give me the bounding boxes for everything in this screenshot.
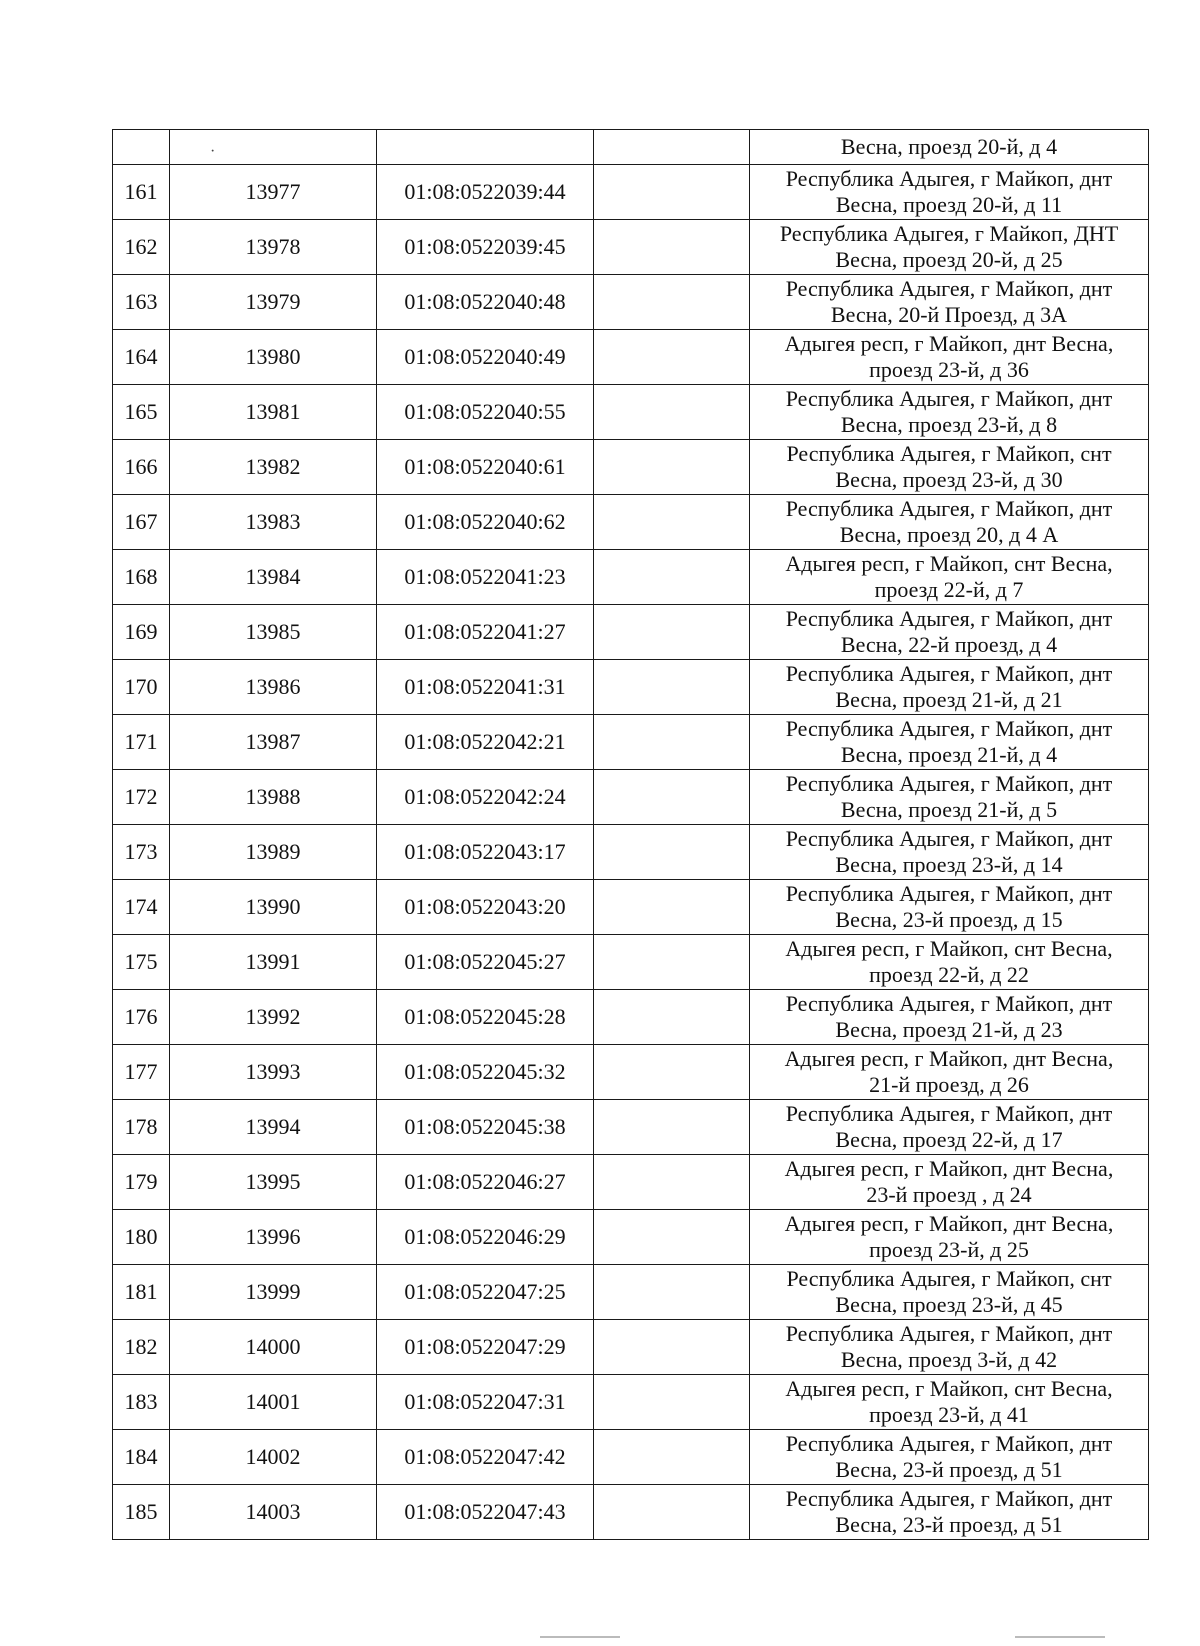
- cell-extra: [594, 1100, 750, 1155]
- cell-extra: [594, 385, 750, 440]
- table-row: [113, 605, 1149, 660]
- cell-id: 13986: [170, 660, 377, 715]
- cell-id: 13978: [170, 220, 377, 275]
- cell-number: 177: [113, 1045, 170, 1100]
- cell-cadastral: 01:08:0522045:28: [377, 990, 594, 1045]
- address-line: Весна, проезд 20-й, д 25: [835, 247, 1063, 272]
- table-row: [113, 715, 1149, 770]
- address-line: Республика Адыгея, г Майкоп, снт: [786, 1266, 1112, 1291]
- cell-address: [750, 935, 1149, 990]
- table-row: [113, 385, 1149, 440]
- address-line: Весна, проезд 23-й, д 8: [840, 412, 1058, 437]
- cell-id: 13979: [170, 275, 377, 330]
- cell-address: [750, 1045, 1149, 1100]
- cell-address: [750, 1155, 1149, 1210]
- table-row: [113, 1045, 1149, 1100]
- cell-address: [750, 1430, 1149, 1485]
- cell-cadastral: 01:08:0522047:25: [377, 1265, 594, 1320]
- cell-cadastral: 01:08:0522041:23: [377, 550, 594, 605]
- cell-extra: [594, 440, 750, 495]
- address-line: Весна, проезд 23-й, д 30: [835, 467, 1063, 492]
- cell-id: 13984: [170, 550, 377, 605]
- cell-id: 13989: [170, 825, 377, 880]
- address-line: Республика Адыгея, г Майкоп, днт: [785, 496, 1113, 521]
- cell-id: 13988: [170, 770, 377, 825]
- cell-id: 14000: [170, 1320, 377, 1375]
- cell-cadastral: 01:08:0522047:31: [377, 1375, 594, 1430]
- cell-extra: [594, 1485, 750, 1540]
- address-line: Адыгея респ, г Майкоп, снт Весна,: [785, 551, 1113, 576]
- cell-cadastral: 01:08:0522040:55: [377, 385, 594, 440]
- cell-number: 184: [113, 1430, 170, 1485]
- table-row: [113, 1485, 1149, 1540]
- table-row: [113, 1320, 1149, 1375]
- cell-extra: [594, 1430, 750, 1485]
- address-line: Республика Адыгея, г Майкоп, днт: [785, 606, 1113, 631]
- cell-extra: [594, 220, 750, 275]
- scan-artifact-mark: [540, 1636, 620, 1638]
- cell-cadastral: 01:08:0522045:38: [377, 1100, 594, 1155]
- cell-extra: [594, 275, 750, 330]
- address-line: Весна, проезд 21-й, д 21: [835, 687, 1063, 712]
- cell-address: [750, 440, 1149, 495]
- address-line: Весна, 23-й проезд, д 15: [835, 907, 1063, 932]
- table-row: [113, 1155, 1149, 1210]
- cell-address: [750, 990, 1149, 1045]
- table-row: [113, 440, 1149, 495]
- address-line: Республика Адыгея, г Майкоп, днт: [785, 166, 1113, 191]
- cell-address: [750, 880, 1149, 935]
- table-row: [113, 275, 1149, 330]
- address-line: Адыгея респ, г Майкоп, днт Весна,: [784, 1211, 1114, 1236]
- table-row: [113, 1100, 1149, 1155]
- cell-extra: [594, 1320, 750, 1375]
- address-line: Республика Адыгея, г Майкоп, днт: [785, 881, 1113, 906]
- cell-extra: [594, 825, 750, 880]
- table-row: [113, 495, 1149, 550]
- cell-extra: [594, 770, 750, 825]
- address-line: Республика Адыгея, г Майкоп, днт: [785, 1101, 1113, 1126]
- table-row: [113, 880, 1149, 935]
- cell-address: [750, 1210, 1149, 1265]
- cell-cadastral: 01:08:0522039:45: [377, 220, 594, 275]
- cell-address: [750, 825, 1149, 880]
- cell-extra: [594, 880, 750, 935]
- cell-id: 13980: [170, 330, 377, 385]
- cell-id: 14003: [170, 1485, 377, 1540]
- cell-number: 179: [113, 1155, 170, 1210]
- address-line: проезд 23-й, д 41: [869, 1402, 1029, 1427]
- address-line: Республика Адыгея, г Майкоп, днт: [785, 991, 1113, 1016]
- cell-number: 180: [113, 1210, 170, 1265]
- address-line: Весна, проезд 21-й, д 4: [840, 742, 1058, 767]
- cell-number: 178: [113, 1100, 170, 1155]
- cell-number: 163: [113, 275, 170, 330]
- address-line: Адыгея респ, г Майкоп, снт Весна,: [785, 1376, 1113, 1401]
- address-line: Весна, проезд 20-й, д 4: [840, 134, 1058, 159]
- cell-cadastral: 01:08:0522039:44: [377, 165, 594, 220]
- cell-cadastral: 01:08:0522040:48: [377, 275, 594, 330]
- cell-extra: [594, 1155, 750, 1210]
- address-line: Республика Адыгея, г Майкоп, днт: [785, 826, 1113, 851]
- cell-id: 13994: [170, 1100, 377, 1155]
- address-line: Адыгея респ, г Майкоп, днт Весна,: [784, 1156, 1114, 1181]
- cell-extra: [594, 165, 750, 220]
- cell-address: [750, 130, 1149, 165]
- land-plot-table: [112, 129, 1149, 1540]
- cell-address: [750, 715, 1149, 770]
- cell-extra: [594, 1210, 750, 1265]
- cell-cadastral: 01:08:0522046:29: [377, 1210, 594, 1265]
- table-row: [113, 1430, 1149, 1485]
- table-row: [113, 330, 1149, 385]
- table-row: [113, 550, 1149, 605]
- address-line: Весна, проезд 22-й, д 17: [835, 1127, 1063, 1152]
- cell-cadastral: 01:08:0522047:29: [377, 1320, 594, 1375]
- table-row: [113, 1210, 1149, 1265]
- cell-id: 13991: [170, 935, 377, 990]
- cell-extra: [594, 1265, 750, 1320]
- cell-id: 13995: [170, 1155, 377, 1210]
- cell-cadastral: 01:08:0522043:17: [377, 825, 594, 880]
- cell-cadastral: 01:08:0522042:24: [377, 770, 594, 825]
- cell-address: [750, 385, 1149, 440]
- address-line: Адыгея респ, г Майкоп, днт Весна,: [784, 1046, 1114, 1071]
- table-row-continued: [113, 130, 1149, 165]
- address-line: Республика Адыгея, г Майкоп, днт: [785, 771, 1113, 796]
- cell-number: 161: [113, 165, 170, 220]
- table-row: [113, 220, 1149, 275]
- cell-id: 13987: [170, 715, 377, 770]
- address-line: Весна, проезд 23-й, д 45: [835, 1292, 1063, 1317]
- cell-cadastral: 01:08:0522045:32: [377, 1045, 594, 1100]
- address-line: Весна, 20-й Проезд, д 3А: [830, 302, 1068, 327]
- cell-extra: [594, 660, 750, 715]
- cell-address: [750, 165, 1149, 220]
- cell-address: [750, 1320, 1149, 1375]
- cell-id: 13983: [170, 495, 377, 550]
- address-line: Республика Адыгея, г Майкоп, днт: [785, 386, 1113, 411]
- cell-address: [750, 605, 1149, 660]
- cell-cadastral: 01:08:0522047:42: [377, 1430, 594, 1485]
- cell-cadastral: 01:08:0522045:27: [377, 935, 594, 990]
- address-line: Республика Адыгея, г Майкоп, снт: [786, 441, 1112, 466]
- cell-id: [170, 130, 377, 165]
- cell-id: 13985: [170, 605, 377, 660]
- cell-number: 171: [113, 715, 170, 770]
- cell-extra: [594, 935, 750, 990]
- cell-extra: [594, 1045, 750, 1100]
- address-line: Весна, 23-й проезд, д 51: [835, 1512, 1063, 1537]
- scan-artifact-dot: ·: [210, 143, 216, 160]
- table-row: [113, 660, 1149, 715]
- cell-number: 169: [113, 605, 170, 660]
- cell-extra: [594, 990, 750, 1045]
- table-row: [113, 935, 1149, 990]
- cell-id: 13982: [170, 440, 377, 495]
- cell-number: 181: [113, 1265, 170, 1320]
- cell-id: 13990: [170, 880, 377, 935]
- address-line: проезд 22-й, д 7: [874, 577, 1024, 602]
- cell-id: 13996: [170, 1210, 377, 1265]
- cell-address: [750, 1485, 1149, 1540]
- address-line: Весна, проезд 21-й, д 5: [840, 797, 1058, 822]
- cell-number: 167: [113, 495, 170, 550]
- cell-extra: [594, 715, 750, 770]
- cell-address: [750, 330, 1149, 385]
- cell-extra: [594, 130, 750, 165]
- cell-extra: [594, 605, 750, 660]
- cell-address: [750, 275, 1149, 330]
- cell-number: [113, 130, 170, 165]
- cell-number: 183: [113, 1375, 170, 1430]
- address-line: 23-й проезд , д 24: [866, 1182, 1032, 1207]
- cell-number: 168: [113, 550, 170, 605]
- address-line: Республика Адыгея, г Майкоп, днт: [785, 276, 1113, 301]
- address-line: проезд 23-й, д 25: [869, 1237, 1029, 1262]
- address-line: Республика Адыгея, г Майкоп, днт: [785, 716, 1113, 741]
- cell-number: 170: [113, 660, 170, 715]
- table-row: [113, 1265, 1149, 1320]
- cell-address: [750, 1100, 1149, 1155]
- cell-cadastral: [377, 130, 594, 165]
- cell-extra: [594, 495, 750, 550]
- address-line: Республика Адыгея, г Майкоп, днт: [785, 1431, 1113, 1456]
- cell-id: 13992: [170, 990, 377, 1045]
- address-line: Весна, проезд 20, д 4 А: [839, 522, 1059, 547]
- cell-address: [750, 1265, 1149, 1320]
- cell-number: 174: [113, 880, 170, 935]
- cell-number: 173: [113, 825, 170, 880]
- address-line: Республика Адыгея, г Майкоп, ДНТ: [779, 221, 1119, 246]
- cell-id: 13977: [170, 165, 377, 220]
- address-line: 21-й проезд, д 26: [869, 1072, 1029, 1097]
- cell-cadastral: 01:08:0522042:21: [377, 715, 594, 770]
- cell-number: 176: [113, 990, 170, 1045]
- cell-address: [750, 550, 1149, 605]
- cell-number: 165: [113, 385, 170, 440]
- cell-address: [750, 770, 1149, 825]
- cell-cadastral: 01:08:0522046:27: [377, 1155, 594, 1210]
- cell-number: 172: [113, 770, 170, 825]
- table-row: [113, 1375, 1149, 1430]
- cell-address: [750, 220, 1149, 275]
- cell-number: 185: [113, 1485, 170, 1540]
- cell-cadastral: 01:08:0522040:61: [377, 440, 594, 495]
- cell-id: 14001: [170, 1375, 377, 1430]
- address-line: Адыгея респ, г Майкоп, днт Весна,: [784, 331, 1114, 356]
- cell-cadastral: 01:08:0522041:27: [377, 605, 594, 660]
- cell-address: [750, 495, 1149, 550]
- address-line: Весна, проезд 3-й, д 42: [840, 1347, 1058, 1372]
- cell-number: 162: [113, 220, 170, 275]
- address-line: Республика Адыгея, г Майкоп, днт: [785, 661, 1113, 686]
- cell-id: 14002: [170, 1430, 377, 1485]
- address-line: Весна, проезд 23-й, д 14: [835, 852, 1063, 877]
- cell-extra: [594, 1375, 750, 1430]
- table-body: [113, 130, 1149, 1540]
- cell-extra: [594, 550, 750, 605]
- address-line: проезд 22-й, д 22: [869, 962, 1029, 987]
- cell-cadastral: 01:08:0522040:49: [377, 330, 594, 385]
- cell-id: 13993: [170, 1045, 377, 1100]
- address-line: Адыгея респ, г Майкоп, снт Весна,: [785, 936, 1113, 961]
- cell-id: 13999: [170, 1265, 377, 1320]
- cell-address: [750, 660, 1149, 715]
- address-line: Весна, проезд 21-й, д 23: [835, 1017, 1063, 1042]
- cell-cadastral: 01:08:0522047:43: [377, 1485, 594, 1540]
- cell-cadastral: 01:08:0522043:20: [377, 880, 594, 935]
- cell-number: 175: [113, 935, 170, 990]
- cell-id: 13981: [170, 385, 377, 440]
- cell-number: 166: [113, 440, 170, 495]
- table-row: [113, 770, 1149, 825]
- cell-number: 164: [113, 330, 170, 385]
- address-line: Весна, 22-й проезд, д 4: [840, 632, 1058, 657]
- cell-number: 182: [113, 1320, 170, 1375]
- address-line: Республика Адыгея, г Майкоп, днт: [785, 1321, 1113, 1346]
- address-line: проезд 23-й, д 36: [869, 357, 1029, 382]
- table-row: [113, 165, 1149, 220]
- cell-address: [750, 1375, 1149, 1430]
- cell-cadastral: 01:08:0522041:31: [377, 660, 594, 715]
- address-line: Весна, 23-й проезд, д 51: [835, 1457, 1063, 1482]
- cell-extra: [594, 330, 750, 385]
- table-row: [113, 990, 1149, 1045]
- scan-artifact-mark: [1015, 1636, 1105, 1638]
- address-line: Республика Адыгея, г Майкоп, днт: [785, 1486, 1113, 1511]
- cell-cadastral: 01:08:0522040:62: [377, 495, 594, 550]
- address-line: Весна, проезд 20-й, д 11: [835, 192, 1063, 217]
- table-row: [113, 825, 1149, 880]
